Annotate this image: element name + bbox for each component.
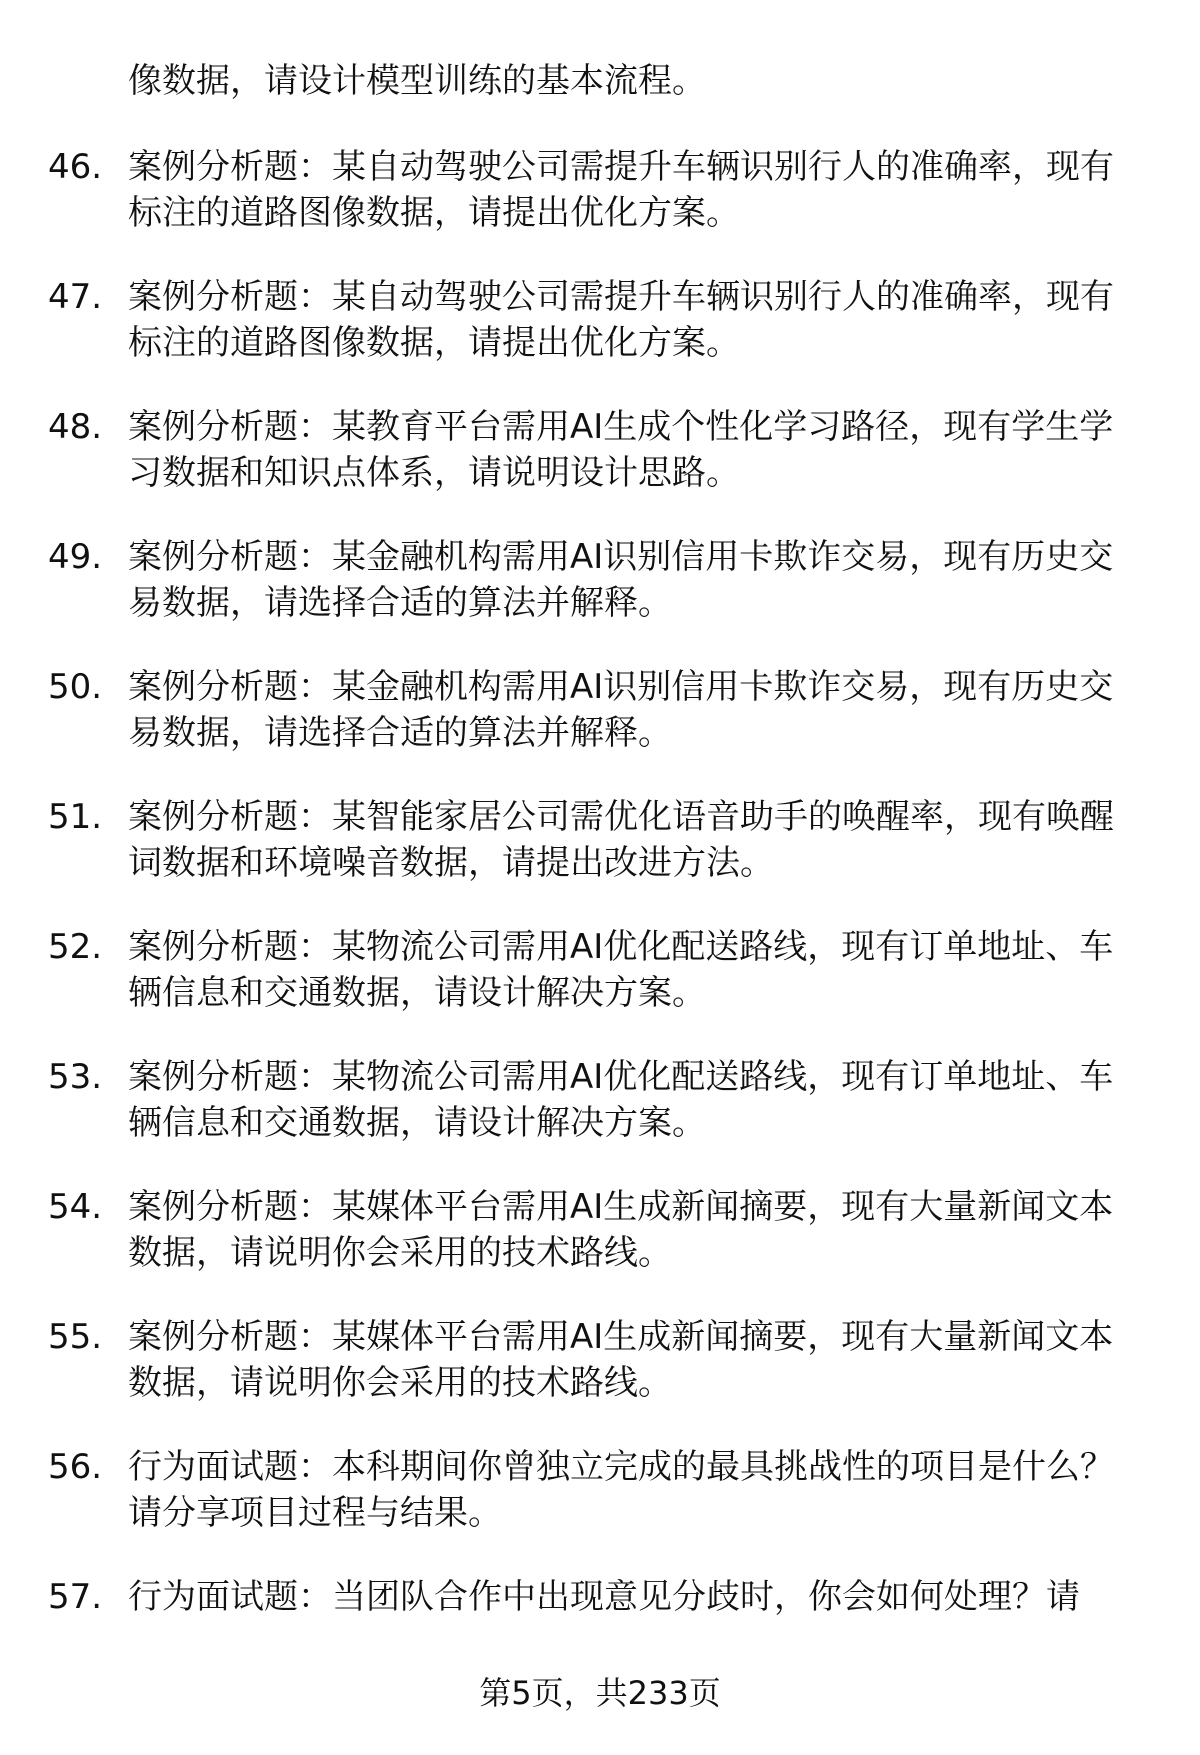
question-item-52: [48, 924, 1138, 1054]
question-item-47: [48, 274, 1138, 404]
question-item-55: [48, 1314, 1138, 1444]
question-number: 49.: [48, 537, 103, 577]
question-text: 案例分析题：某物流公司需用AI优化配送路线，现有订单地址、车辆信息和交通数据，请设计解决方案。: [128, 927, 1114, 1013]
page-footer: 第5页，共233页: [479, 1674, 721, 1712]
question-number: 57.: [48, 1577, 103, 1617]
question-text: 案例分析题：某智能家居公司需优化语音助手的唤醒率，现有唤醒词数据和环境噪音数据，请提出改进方法。: [128, 797, 1114, 883]
question-list: [48, 144, 1138, 1704]
question-number: 54.: [48, 1187, 103, 1227]
question-text: 行为面试题：本科期间你曾独立完成的最具挑战性的项目是什么？请分享项目过程与结果。: [128, 1447, 1114, 1533]
question-number: 55.: [48, 1317, 103, 1357]
question-text: 案例分析题：某媒体平台需用AI生成新闻摘要，现有大量新闻文本数据，请说明你会采用的技术路线。: [128, 1187, 1114, 1273]
question-number: 56.: [48, 1447, 103, 1487]
question-item-50: [48, 664, 1138, 794]
question-item-49: [48, 534, 1138, 664]
question-text: 案例分析题：某自动驾驶公司需提升车辆识别行人的准确率，现有标注的道路图像数据，请提出优化方案。: [128, 277, 1114, 363]
question-text: 案例分析题：某金融机构需用AI识别信用卡欺诈交易，现有历史交易数据，请选择合适的算法并解释。: [128, 537, 1114, 623]
question-text: 案例分析题：某金融机构需用AI识别信用卡欺诈交易，现有历史交易数据，请选择合适的算法并解释。: [128, 667, 1114, 753]
question-text: 案例分析题：某物流公司需用AI优化配送路线，现有订单地址、车辆信息和交通数据，请设计解决方案。: [128, 1057, 1114, 1143]
continuation-text: 像数据，请设计模型训练的基本流程。: [128, 61, 706, 101]
question-number: 48.: [48, 407, 103, 447]
question-item-56: [48, 1444, 1138, 1574]
question-number: 46.: [48, 147, 103, 187]
question-item-46: [48, 144, 1138, 274]
question-text: 案例分析题：某媒体平台需用AI生成新闻摘要，现有大量新闻文本数据，请说明你会采用的技术路线。: [128, 1317, 1114, 1403]
question-number: 50.: [48, 667, 103, 707]
question-item-51: [48, 794, 1138, 924]
question-text: 行为面试题：当团队合作中出现意见分歧时，你会如何处理？请: [128, 1577, 1080, 1617]
question-number: 47.: [48, 277, 103, 317]
question-item-48: [48, 404, 1138, 534]
question-number: 52.: [48, 927, 103, 967]
question-text: 案例分析题：某教育平台需用AI生成个性化学习路径，现有学生学习数据和知识点体系，请说明设计思路。: [128, 407, 1114, 493]
question-text: 案例分析题：某自动驾驶公司需提升车辆识别行人的准确率，现有标注的道路图像数据，请提出优化方案。: [128, 147, 1114, 233]
question-item-54: [48, 1184, 1138, 1314]
question-number: 51.: [48, 797, 103, 837]
question-number: 53.: [48, 1057, 103, 1097]
question-item-53: [48, 1054, 1138, 1184]
